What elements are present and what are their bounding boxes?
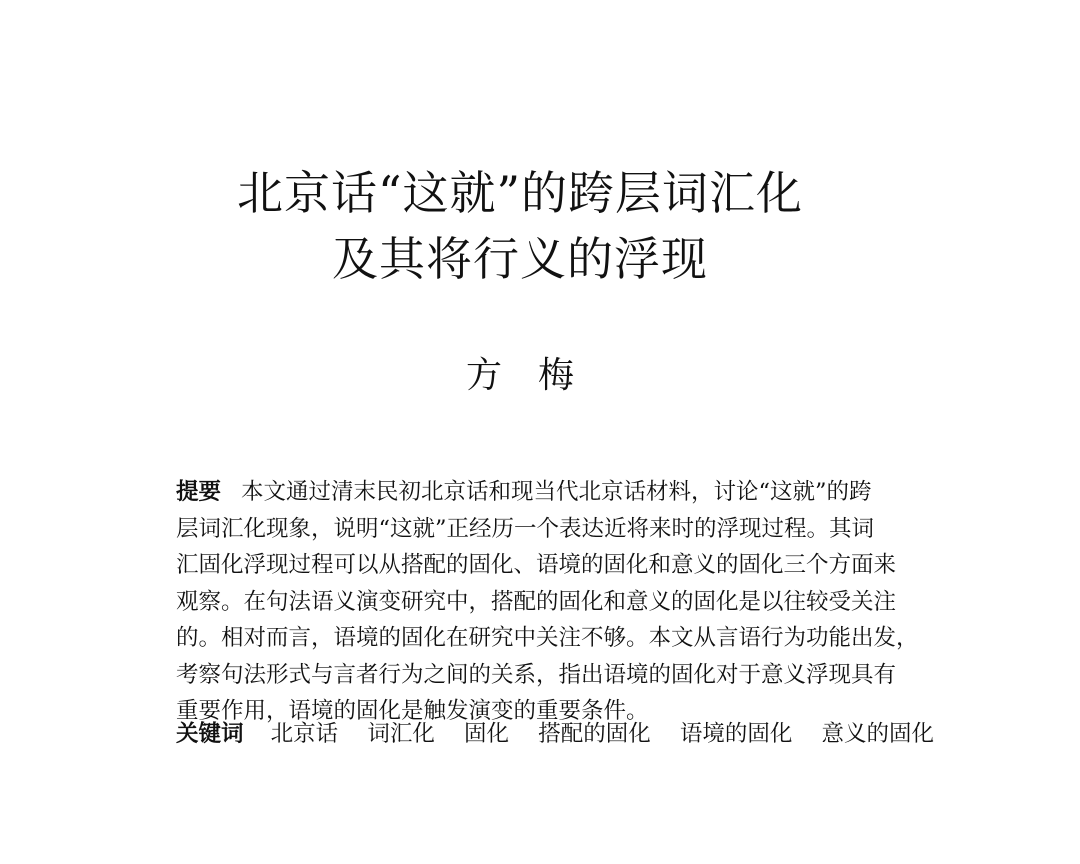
title-line-1: 北京话“这就”的跨层词汇化	[236, 166, 804, 220]
keyword-item: 搭配的固化	[538, 721, 651, 747]
keywords-label: 关键词	[176, 721, 244, 747]
abstract-line: 考察句法形式与言者行为之间的关系，指出语境的固化对于意义浮现具有	[176, 661, 897, 688]
abstract-section	[176, 474, 920, 730]
keyword-item: 词汇化	[367, 721, 435, 747]
abstract-line: 层词汇化现象，说明“这就”正经历一个表达近将来时的浮现过程。其词	[176, 515, 875, 542]
keyword-item: 固化	[464, 721, 510, 747]
keyword-item: 意义的固化	[821, 721, 935, 747]
abstract-text: 本文通过清末民初北京话和现当代北京话材料，讨论“这就”的跨	[241, 479, 872, 505]
paper-title	[0, 160, 1040, 292]
keyword-item: 语境的固化	[679, 721, 793, 747]
abstract-line	[176, 474, 920, 511]
title-line-2: 及其将行义的浮现	[332, 232, 708, 286]
author-name: 方 梅	[465, 355, 574, 396]
abstract-line: 重要作用，语境的固化是触发演变的重要条件。	[176, 698, 649, 724]
abstract-line: 汇固化浮现过程可以从搭配的固化、语境的固化和意义的固化三个方面来	[176, 552, 897, 578]
keywords-section	[176, 716, 935, 753]
abstract-line: 的。相对而言，语境的固化在研究中关注不够。本文从言语行为功能出发，	[176, 625, 919, 651]
keyword-item: 北京话	[270, 721, 339, 747]
abstract-line: 观察。在句法语义演变研究中，搭配的固化和意义的固化是以往较受关注	[176, 588, 897, 615]
abstract-label: 提要	[176, 479, 222, 505]
